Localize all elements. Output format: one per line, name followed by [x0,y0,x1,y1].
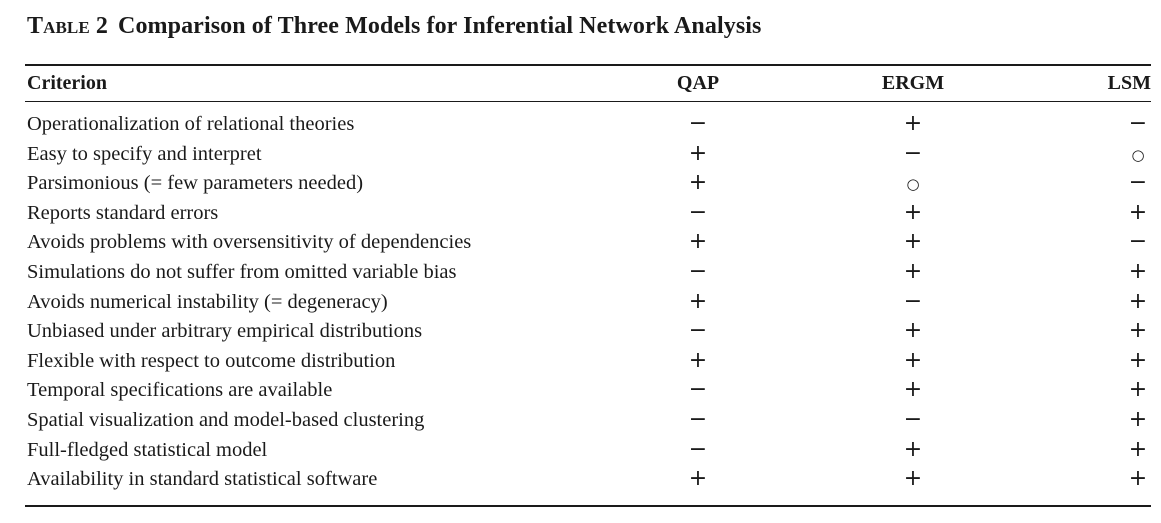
cell-criterion: Easy to specify and interpret [27,142,262,165]
cell-criterion: Full-fledged statistical model [27,438,268,461]
table-row [25,111,1151,141]
cell-criterion: Spatial visualization and model-based clustering [27,408,425,431]
cell-qap-rating: + [688,140,708,166]
bottom-rule [25,505,1151,507]
cell-qap-rating: − [688,111,708,136]
table-row [25,200,1151,230]
cell-lsm-rating: + [1128,436,1148,462]
cell-qap-rating: − [688,436,708,462]
cell-ergm-rating: − [903,288,923,314]
cell-qap-rating: + [688,229,708,255]
header-lsm: LSM [1107,72,1151,94]
cell-lsm-rating: ○ [1131,145,1145,164]
table-header-row [25,72,1151,98]
table-row [25,377,1151,407]
cell-criterion: Reports standard errors [27,201,219,224]
table-row [25,466,1151,496]
cell-qap-rating: − [688,199,708,225]
cell-lsm-rating: + [1128,199,1148,225]
cell-ergm-rating: ○ [906,175,920,194]
cell-ergm-rating: + [903,318,923,344]
cell-qap-rating: + [688,288,708,314]
cell-ergm-rating: + [903,258,923,284]
cell-qap-rating: + [688,347,708,373]
cell-ergm-rating: − [903,406,923,432]
cell-criterion: Avoids numerical instability (= degeneracy) [27,290,388,313]
table-row [25,170,1151,200]
cell-qap-rating: + [688,170,708,196]
cell-lsm-rating: + [1128,347,1148,373]
table-row [25,141,1151,171]
cell-criterion: Parsimonious (= few parameters needed) [27,172,364,195]
table-number: Table 2 [27,13,109,39]
table-row [25,259,1151,289]
cell-qap-rating: − [688,377,708,403]
cell-lsm-rating: + [1128,377,1148,403]
cell-lsm-rating: + [1128,258,1148,284]
top-rule [25,64,1151,66]
cell-lsm-rating: − [1128,170,1148,196]
header-criterion: Criterion [27,72,107,94]
cell-criterion: Avoids problems with oversensitivity of dependencies [27,231,472,254]
cell-criterion: Temporal specifications are available [27,379,333,402]
cell-qap-rating: − [688,318,708,344]
cell-ergm-rating: + [903,466,923,492]
cell-criterion: Unbiased under arbitrary empirical distributions [27,320,423,343]
cell-ergm-rating: + [903,229,923,255]
cell-lsm-rating: + [1128,318,1148,344]
cell-criterion: Operationalization of relational theories [27,113,355,135]
table-row [25,348,1151,378]
cell-qap-rating: − [688,258,708,284]
cell-lsm-rating: + [1128,288,1148,314]
cell-ergm-rating: − [903,140,923,166]
header-rule [25,101,1151,102]
cell-qap-rating: − [688,406,708,432]
cell-criterion: Simulations do not suffer from omitted variable bias [27,260,457,283]
cell-lsm-rating: − [1128,111,1148,136]
cell-ergm-rating: + [903,377,923,403]
table-row [25,318,1151,348]
cell-ergm-rating: + [903,199,923,225]
cell-lsm-rating: + [1128,406,1148,432]
table-row [25,229,1151,259]
cell-criterion: Flexible with respect to outcome distribution [27,349,396,372]
table-row [25,407,1151,437]
table-title: Comparison of Three Models for Inferential Network Analysis [118,13,762,39]
table-caption [27,13,761,40]
cell-criterion: Availability in standard statistical software [27,468,378,491]
table-row [25,289,1151,319]
header-qap: QAP [676,72,720,94]
cell-lsm-rating: + [1128,466,1148,492]
table-body [25,111,1151,496]
cell-qap-rating: + [688,466,708,492]
table-row [25,437,1151,467]
header-ergm: ERGM [881,72,945,94]
cell-lsm-rating: − [1128,229,1148,255]
cell-ergm-rating: + [903,436,923,462]
cell-ergm-rating: + [903,111,923,136]
cell-ergm-rating: + [903,347,923,373]
